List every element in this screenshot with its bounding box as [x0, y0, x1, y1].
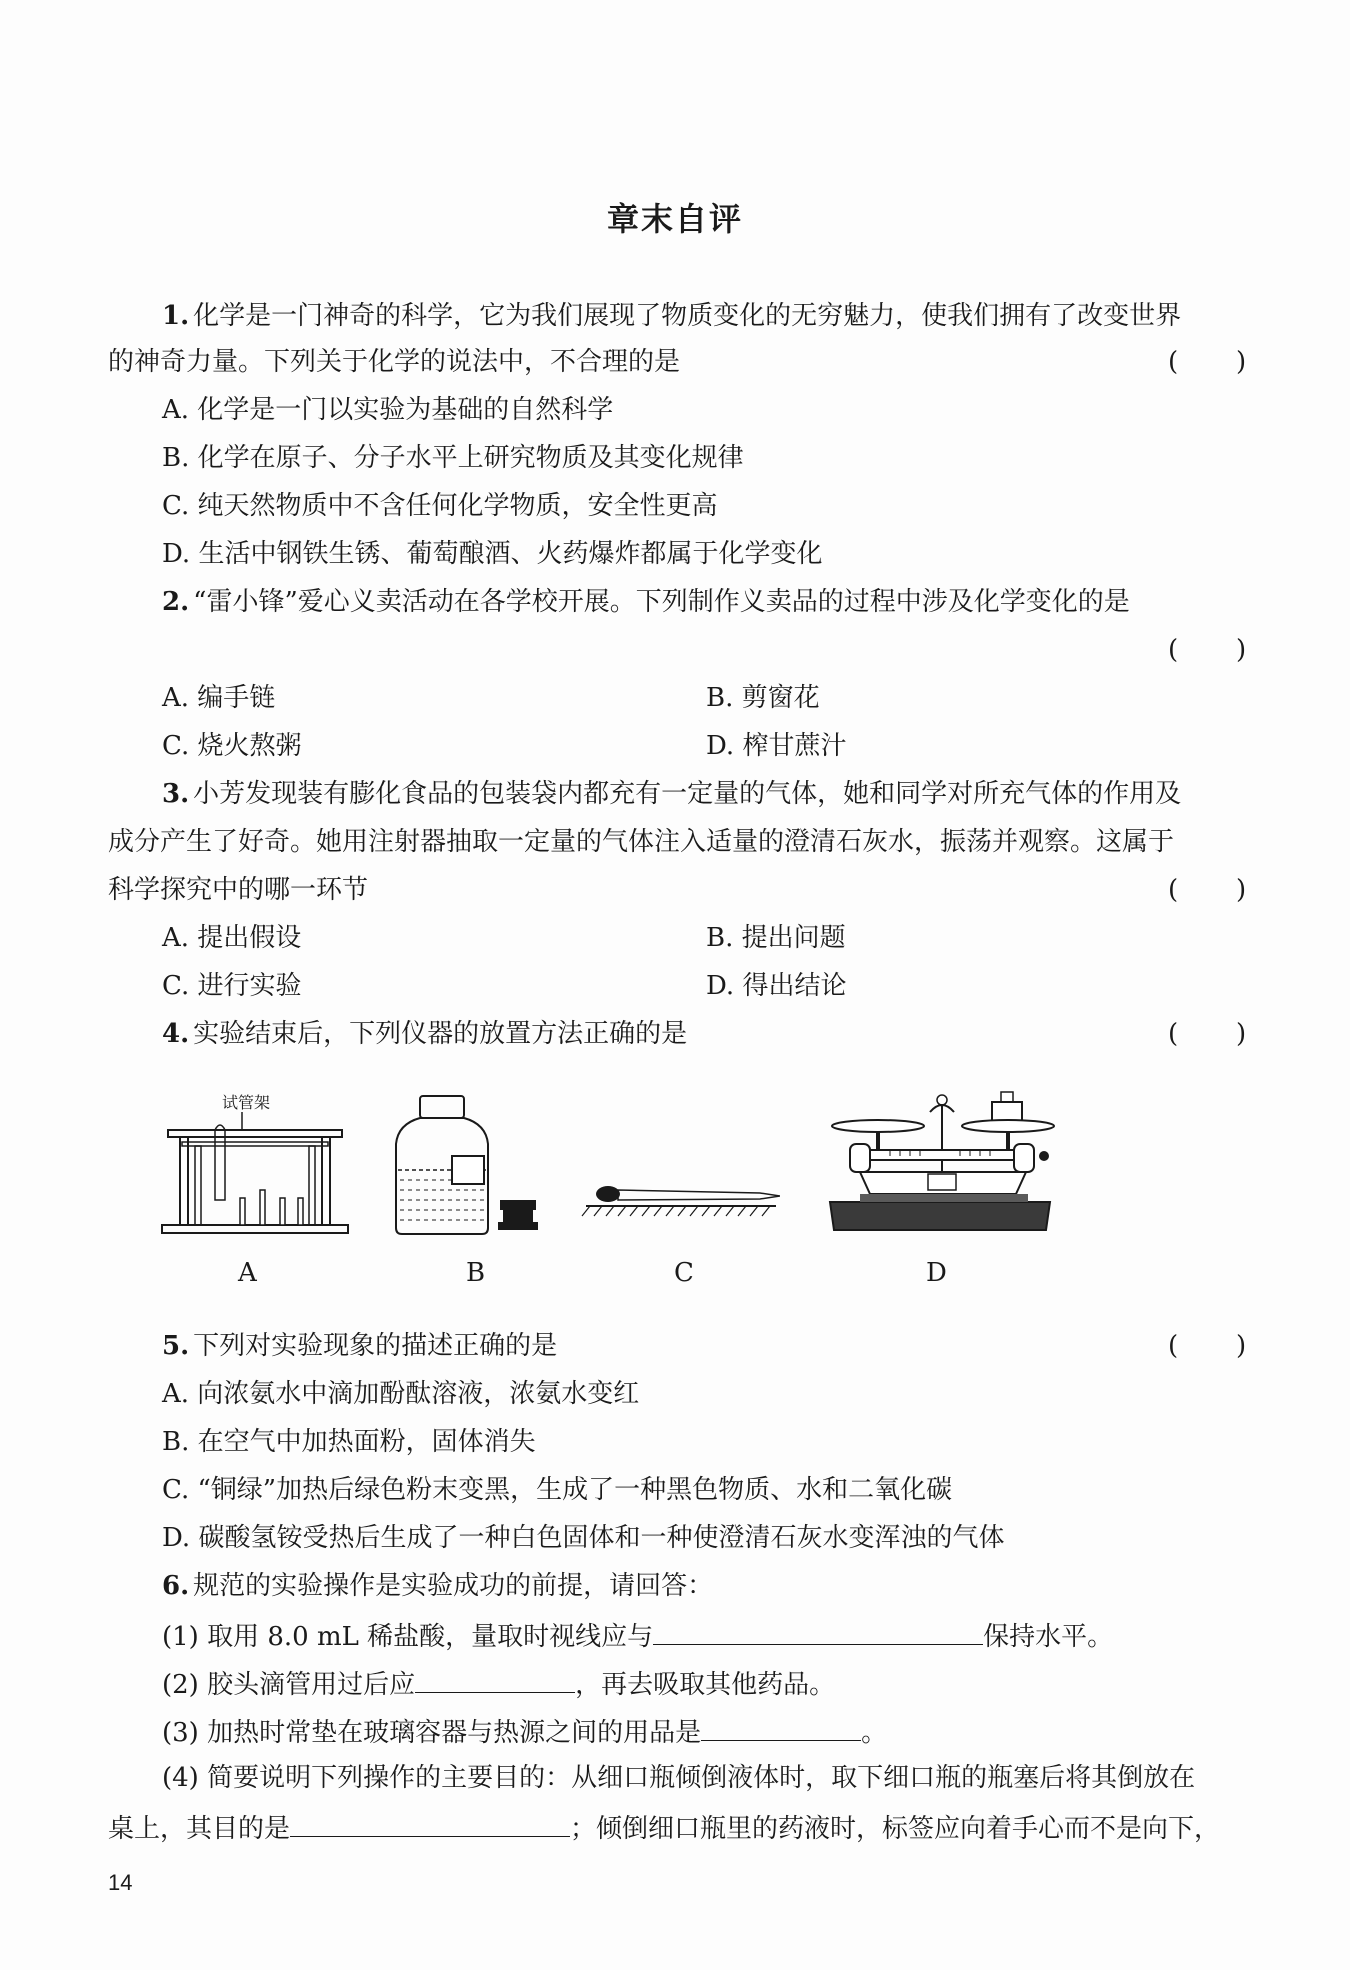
q5-option-b[interactable]: B. 在空气中加热面粉，固体消失: [162, 1427, 536, 1457]
q1-stem-line1: 1. 化学是一门神奇的科学，它为我们展现了物质变化的无穷魅力，使我们拥有了改变世界: [162, 301, 1182, 331]
figure-label-a: A: [238, 1258, 257, 1288]
q3-stem-line2: 成分产生了好奇。她用注射器抽取一定量的气体注入适量的澄清石灰水，振荡并观察。这属于: [108, 827, 1175, 857]
reagent-bottle-figure[interactable]: [390, 1094, 540, 1239]
q2-option-a[interactable]: A. 编手链: [162, 683, 276, 713]
q6-part3: (3) 加热时常垫在玻璃容器与热源之间的用品是 。: [162, 1714, 1304, 1749]
q1-option-b[interactable]: B. 化学在原子、分子水平上研究物质及其变化规律: [162, 443, 744, 473]
q1-stem-line2: 的神奇力量。下列关于化学的说法中，不合理的是: [108, 347, 681, 377]
figure-label-c: C: [674, 1258, 694, 1288]
q6-stem: 6. 规范的实验操作是实验成功的前提，请回答：: [162, 1571, 714, 1601]
q2-number: 2.: [162, 587, 190, 617]
q1-option-a[interactable]: A. 化学是一门以实验为基础的自然科学: [162, 395, 614, 425]
q2-option-d[interactable]: D. 榨甘蔗汁: [706, 731, 847, 761]
q3-option-d[interactable]: D. 得出结论: [706, 971, 847, 1001]
q5-stem: 5. 下列对实验现象的描述正确的是: [162, 1331, 558, 1361]
page-title: 章末自评: [606, 200, 743, 238]
q5-option-c[interactable]: C. “铜绿”加热后绿色粉末变黑，生成了一种黑色物质、水和二氧化碳: [162, 1475, 953, 1505]
q4-figures: [150, 1090, 1070, 1290]
balance-scale-figure[interactable]: [820, 1090, 1060, 1240]
q3-option-a[interactable]: A. 提出假设: [162, 923, 302, 953]
q6-part1: (1) 取用 8.0 mL 稀盐酸，量取时视线应与 保持水平。: [162, 1618, 1304, 1653]
q2-stem: 2. “雷小锋”爱心义卖活动在各学校开展。下列制作义卖品的过程中涉及化学变化的是: [162, 587, 1130, 617]
rack-label: 试管架: [222, 1093, 271, 1112]
worksheet-page: 章末自评 1. 化学是一门神奇的科学，它为我们展现了物质变化的无穷魅力，使我们拥有了改变世界 的神奇力量。下列关于化学的说法中，不合理的是 ( ) A. 化学是一门以实验为基础的自然科学 B. 化学在原子、分子水平上研究物质及其变化规律 C. 纯天然物质中不含任何化学物质，安全性更高 D. 生活中钢铁生锈、葡萄酿酒、火药爆炸都属于化学变化 2. “雷小锋”爱心义卖活动在各学校开展。下列制作义卖品的过程中涉及化学变化的是 ( ) A. 编手链 B. 剪窗花 C. 烧火熬粥 D. 榨甘蔗汁 3. 小芳发现装有膨化食品的包装袋内都充有一定量的气体，她和同学对所充气体的作用及 成分产生了好奇。她用注射器抽取一定量的气体注入适量的澄清石灰水，振荡并观察。这属于 科学探究中的哪一环节 ( ) A. 提出假设 B. 提出问题 C. 进行实验 D. 得出结论 4. 实验结束后，下列仪器的放置方法正确的是 ( ) 试管架 A B C D 5. 下列对实验现象的描述正确的是 ( ) A. 向浓氨水中滴加酚酞溶液，浓氨水变红 B. 在空气中加热面粉，固体消失 C. “铜绿”加热后绿色粉末变黑，生成了一种黑色物质、水和二氧化碳 D. 碳酸氢铵受热后生成了一种白色固体和一种使澄清石灰水变浑浊的气体 6. 规范的实验操作是实验成功的前提，请回答： (1) 取用 8.0 mL 稀盐酸，量取时视线应与 保持水平。 (2) 胶头滴管用过后应 ，再去吸取其他药品。 (3) 加热时常垫在玻璃容器与热源之间的用品是 。 (4) 简要说明下列操作的主要目的：从细口瓶倾倒液体时，取下细口瓶的瓶塞后将其倒放在 桌上，其目的是 ；倾倒细口瓶里的药液时，标签应向着手心而不是向下， 14: [0, 0, 1350, 1970]
q6-part3-blank[interactable]: [701, 1714, 861, 1741]
q6-part2-blank[interactable]: [415, 1666, 575, 1693]
q6-part4-blank[interactable]: [290, 1810, 570, 1837]
q5-number: 5.: [162, 1331, 190, 1361]
q3-option-c[interactable]: C. 进行实验: [162, 971, 302, 1001]
q1-option-c[interactable]: C. 纯天然物质中不含任何化学物质，安全性更高: [162, 491, 718, 521]
q2-option-b[interactable]: B. 剪窗花: [706, 683, 820, 713]
q3-stem-line3: 科学探究中的哪一环节: [108, 875, 369, 905]
q3-option-b[interactable]: B. 提出问题: [706, 923, 846, 953]
q6-part4-line2: 桌上，其目的是 ；倾倒细口瓶里的药液时，标签应向着手心而不是向下，: [108, 1810, 1250, 1845]
q3-number: 3.: [162, 779, 190, 809]
page-number: 14: [108, 1870, 133, 1895]
q3-stem-line1: 3. 小芳发现装有膨化食品的包装袋内都充有一定量的气体，她和同学对所充气体的作用及: [162, 779, 1182, 809]
q6-part2: (2) 胶头滴管用过后应 ，再去吸取其他药品。: [162, 1666, 1304, 1701]
q1-option-d[interactable]: D. 生活中钢铁生锈、葡萄酿酒、火药爆炸都属于化学变化: [162, 539, 823, 569]
q4-stem: 4. 实验结束后，下列仪器的放置方法正确的是: [162, 1019, 688, 1049]
figure-label-d: D: [926, 1258, 947, 1288]
q6-part4-line1: (4) 简要说明下列操作的主要目的：从细口瓶倾倒液体时，取下细口瓶的瓶塞后将其倒放在: [162, 1763, 1196, 1793]
q5-option-d[interactable]: D. 碳酸氢铵受热后生成了一种白色固体和一种使澄清石灰水变浑浊的气体: [162, 1523, 1005, 1553]
q4-number: 4.: [162, 1019, 190, 1049]
q2-option-c[interactable]: C. 烧火熬粥: [162, 731, 302, 761]
dropper-on-table-figure[interactable]: [580, 1160, 780, 1240]
figure-label-b: B: [466, 1258, 486, 1288]
q6-part1-blank[interactable]: [653, 1618, 983, 1645]
q1-number: 1.: [162, 301, 190, 331]
test-tube-rack-figure[interactable]: [160, 1090, 350, 1240]
q5-option-a[interactable]: A. 向浓氨水中滴加酚酞溶液，浓氨水变红: [162, 1379, 640, 1409]
q6-number: 6.: [162, 1571, 190, 1601]
